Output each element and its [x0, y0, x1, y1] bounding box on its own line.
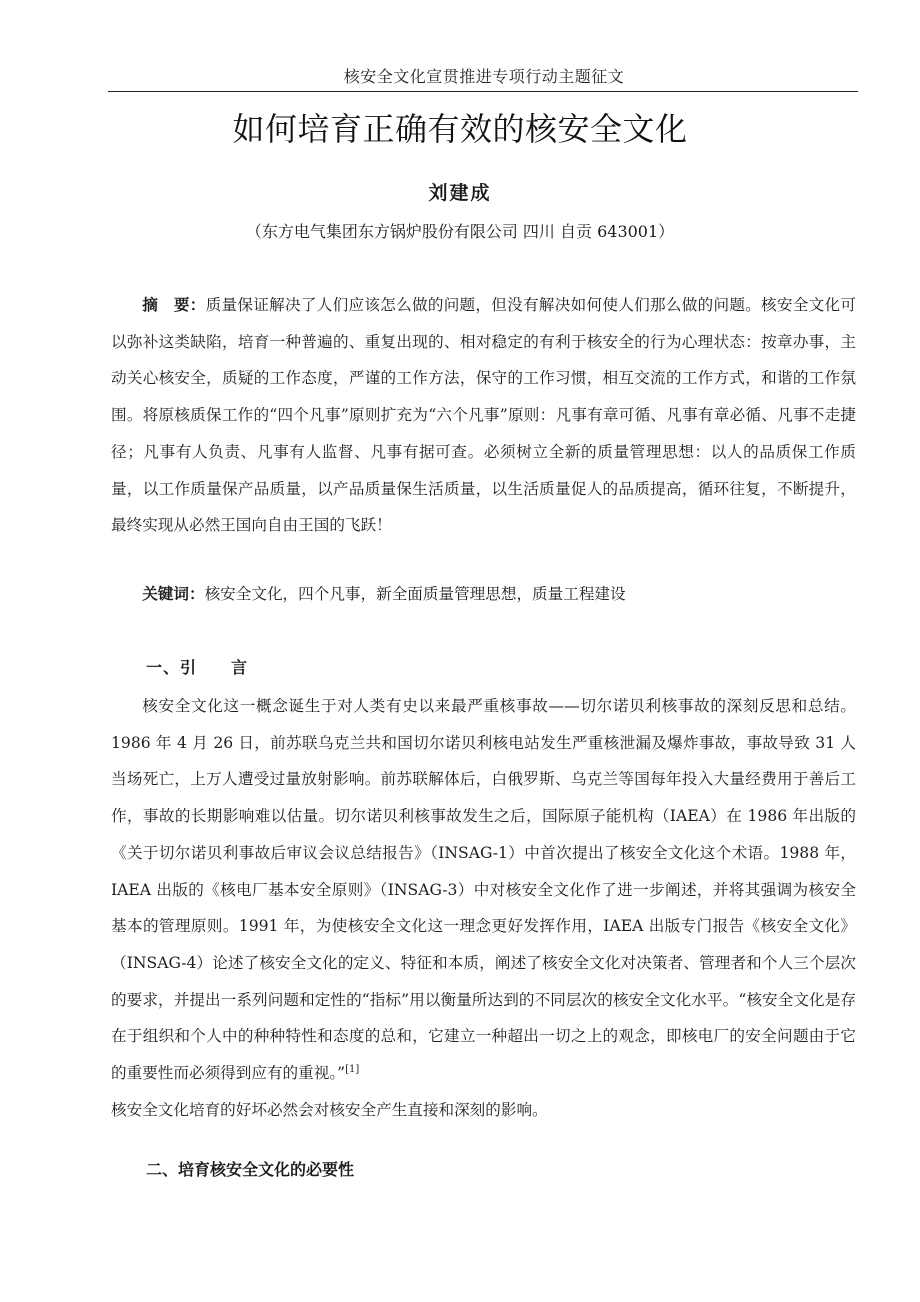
abstract-label: 摘 要： [142, 296, 206, 314]
citation-reference[interactable]: [1] [345, 1064, 360, 1076]
introduction-text: 核安全文化这一概念诞生于对人类有史以来最严重核事故——切尔诺贝利核事故的深刻反思和总结。1986 年 4 月 26 日，前苏联乌克兰共和国切尔诺贝利核电站发生严重核泄漏及爆炸事故，事故导致 31 人当场死亡，上万人遭受过量放射影响。前苏联解体后，白俄罗斯、乌克兰等国每年投入大量经费用于善后工作，事故的长期影响难以估量。切尔诺贝利核事故发生之后，国际原子能机构（IAEA）在 1986 年出版的《关于切尔诺贝利事故后审议会议总结报告》（INSAG-1）中首次提出了核安全文化这个术语。1988 年，IAEA 出版的《核电厂基本安全原则》（INSAG-3）中对核安全文化作了进一步阐述，并将其强调为核安全基本的管理原则。1991 年，为使核安全文化这一理念更好发挥作用，IAEA 出版专门报告《核安全文化》（INSAG-4）论述了核安全文化的定义、特征和本质，阐述了核安全文化对决策者、管理者和个人三个层次的要求，并提出一系列问题和定性的“指标”用以衡量所达到的不同层次的核安全文化水平。“核安全文化是存在于组织和个人中的种种特性和态度的总和，它建立一种超出一切之上的观念，即核电厂的安全问题由于它的重要性而必须得到应有的重视。” [111, 697, 856, 1083]
running-header: 核安全文化宣贯推进专项行动主题征文 [343, 67, 625, 86]
section-heading-introduction: 一、引 言 [146, 658, 249, 677]
keywords-text: 核安全文化，四个凡事，新全面质量管理思想，质量工程建设 [204, 585, 626, 603]
abstract-text: 质量保证解决了人们应该怎么做的问题，但没有解决如何使人们那么做的问题。核安全文化可以弥补这类缺陷，培育一种普遍的、重复出现的、相对稳定的有利于核安全的行为心理状态：按章办事，主动关心核安全，质疑的工作态度，严谨的工作方法，保守的工作习惯，相互交流的工作方式，和谐的工作氛围。将原核质保工作的“四个凡事”原则扩充为“六个凡事”原则：凡事有章可循、凡事有章必循、凡事不走捷径；凡事有人负责、凡事有人监督、凡事有据可查。必须树立全新的质量管理思想：以人的品质保工作质量，以工作质量保产品质量，以产品质量保生活质量，以生活质量促人的品质提高，循环往复，不断提升，最终实现从必然王国向自由王国的飞跃！ [111, 296, 856, 535]
keywords-paragraph [111, 576, 856, 613]
author-name: 刘建成 [428, 182, 492, 204]
section-heading-necessity: 二、培育核安全文化的必要性 [146, 1160, 355, 1179]
keywords-label: 关键词： [142, 585, 205, 603]
article-title: 如何培育正确有效的核安全文化 [232, 110, 688, 148]
author-affiliation: （东方电气集团东方锅炉股份有限公司 四川 自贡 643001） [245, 222, 675, 241]
introduction-paragraph [111, 688, 856, 1128]
abstract-paragraph [111, 287, 856, 544]
introduction-closing: 核安全文化培育的好坏必然会对核安全产生直接和深刻的影响。 [111, 1100, 548, 1119]
header-rule [108, 91, 858, 92]
